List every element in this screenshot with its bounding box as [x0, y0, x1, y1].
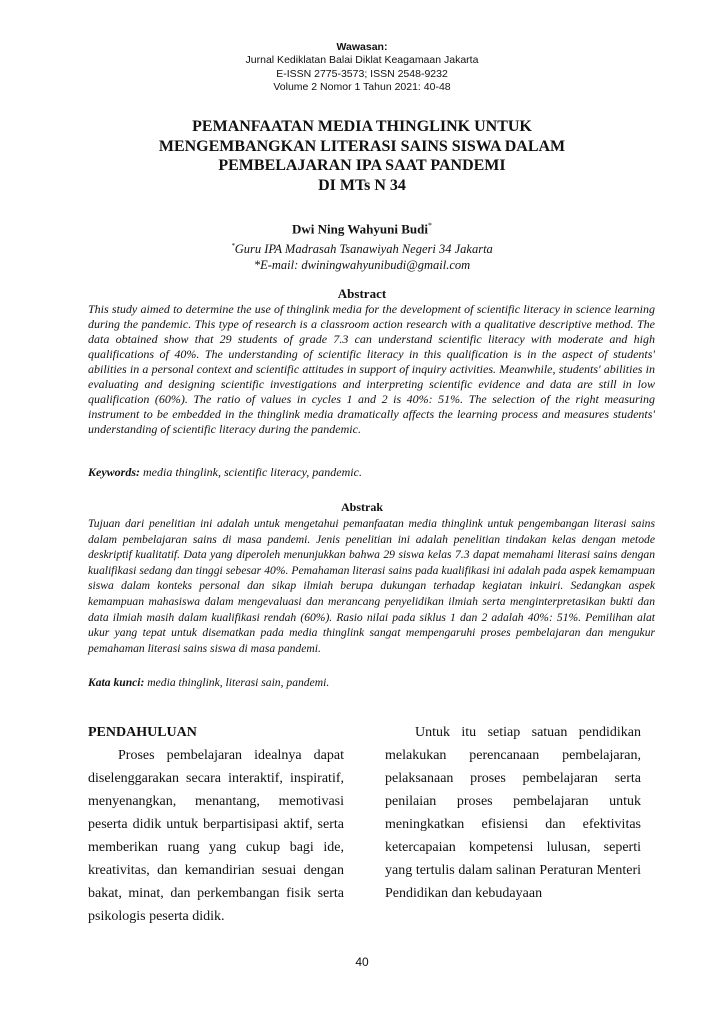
keywords-text: media thinglink, scientific literacy, pandemic.: [143, 465, 362, 479]
journal-issn: E-ISSN 2775-3573; ISSN 2548-9232: [276, 67, 448, 80]
body-column-left: [88, 721, 344, 928]
body-paragraph-right: Untuk itu setiap satuan pendidikan melakukan perencanaan pembelajaran, pelaksanaan proses pembelajaran serta penilaian proses pembelajaran untuk meningkatkan efisiensi dan efektivitas ketercapaian kompetensi lulusan, seperti yang tertulis dalam salinan Peraturan Menteri Pendidikan dan kebudayaan: [385, 725, 641, 901]
journal-name: Wawasan:: [336, 41, 388, 53]
journal-header: [0, 41, 724, 95]
author-marker: *: [427, 221, 432, 230]
body-paragraph-left: Proses pembelajaran idealnya dapat diselenggarakan secara interaktif, inspiratif, menyenangkan, menantang, memotivasi peserta didik untuk berpartisipasi aktif, serta memberikan ruang yang cukup bagi ide, kreativitas, dan kemandirian sesuai dengan bakat, minat, dan perkembangan fisik serta psikologis peserta didik.: [88, 748, 344, 924]
keywords-line: [88, 465, 655, 480]
journal-institution: Jurnal Kediklatan Balai Diklat Keagamaan Jakarta: [245, 54, 479, 67]
title-line-1: PEMANFAATAN MEDIA THINGLINK UNTUK: [192, 118, 532, 135]
title-line-4: DI MTs N 34: [318, 176, 406, 194]
body-column-right: [385, 721, 641, 905]
kata-kunci-text: media thinglink, literasi sain, pandemi.: [147, 676, 330, 689]
section-heading: PENDAHULUAN: [88, 725, 197, 740]
title-line-3: PEMBELAJARAN IPA SAAT PANDEMI: [218, 157, 506, 174]
abstract-heading: Abstract: [337, 286, 387, 301]
kata-kunci-label: Kata kunci:: [88, 676, 145, 689]
author-affiliation: Guru IPA Madrasah Tsanawiyah Negeri 34 Jakarta: [234, 242, 493, 257]
author-name: Dwi Ning Wahyuni Budi: [292, 221, 428, 237]
journal-volume: Volume 2 Nomor 1 Tahun 2021: 40-48: [273, 81, 451, 94]
abstrak-heading: Abstrak: [340, 500, 383, 514]
affiliation-line: [0, 238, 724, 257]
page-number: 40: [355, 955, 369, 969]
keywords-label: Keywords:: [88, 465, 140, 479]
kata-kunci-line: [88, 676, 655, 689]
abstract-text: This study aimed to determine the use of thinglink media for the development of scientific literacy in science learning during the pandemic. This type of research is a classroom action research with a qualitative descriptive method. The data obtained show that 29 students of grade 7.3 can understand scientific literacy with moderate and high qualifications of 40%. The understanding of scientific literacy in this qualification is in the aspect of students' abilities in a personal context and scientific attitudes in support of inquiry activities. Meanwhile, students' abilities in evaluating and designing scientific investigations and interpreting scientific evidence and data are still in low qualification (60%). The ratio of values in cycles 1 and 2 is 40%: 51%. The selection of the right measuring instrument to be embedded in the thinglink media dramatically affects the learning process and measures students' understanding of scientific literacy during the pandemic.: [88, 302, 655, 436]
title-line-2: MENGEMBANGKAN LITERASI SAINS SISWA DALAM: [158, 137, 566, 155]
author-affiliation-block: [0, 238, 724, 273]
author-email: *E-mail: dwiningwahyunibudi@gmail.com: [253, 258, 471, 273]
paper-title: [80, 117, 644, 195]
abstrak-text: Tujuan dari penelitian ini adalah untuk mengetahui pemanfaatan media thinglink untuk pengembangan literasi sains dalam pembelajaran sains di masa pandemi. Jenis penelitian ini adalah penelitian tindakan kelas dengan metode deskriptif kualitatif. Data yang diperoleh menunjukkan bahwa 29 siswa kelas 7.3 dapat memahami literasi sains dengan kualifikasi sedang dan tinggi sebesar 40%. Pemahaman literasi sains pada kualifikasi ini adalah pada aspek kemampuan siswa dalam konteks personal dan sikap ilmiah berupa dukungan terhadap kegiatan inkuiri. Sedangkan aspek kemampuan mahasiswa dalam mengevaluasi dan merancang penyelidikan ilmiah serta menginterpretasikan bukti dan data ilmiah masih dalam kualifikasi rendah (60%). Rasio nilai pada siklus 1 dan 2 adalah 40%: 51%. Pemilihan alat ukur yang tepat untuk disematkan pada media thinglink sangat mempengaruhi proses pembelajaran dan mengukur pemahaman literasi sains siswa di masa pandemi.: [88, 517, 655, 655]
affiliation-marker: *: [231, 242, 235, 250]
author-name-block: [0, 221, 724, 237]
